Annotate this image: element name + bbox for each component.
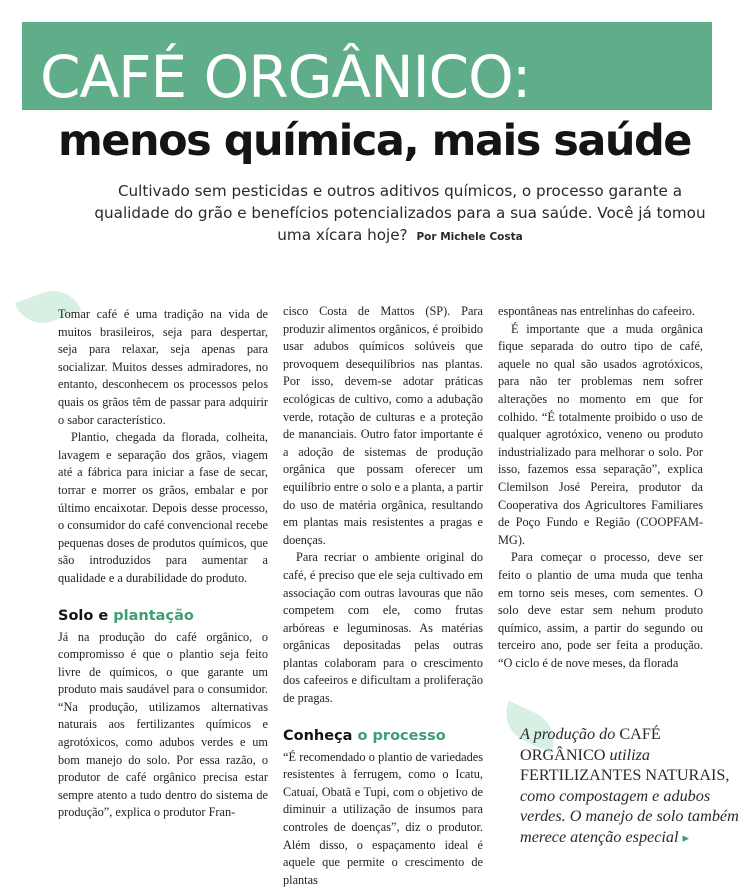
- section-heading-accent: plantação: [113, 607, 194, 624]
- paragraph: Já na produção do café orgânico, o compromisso é que o plantio seja feito livre de químicos, o que garante um produto mais saudável para o consumidor. “Na produção, utilizamos alternativas naturais aos fertilizantes químicos e agrotóxicos, como adubos verdes e um bom manejo do solo. Por essa razão, o produtor de café orgânico precisa estar sempre atento a tudo dentro do sistema de produção”, explica o produtor Fran-: [58, 629, 268, 820]
- paragraph: Plantio, chegada da florada, colheita, lavagem e separação dos grãos, viagem até a fábrica para iniciar a fase de secar, torrar e morrer os grãos, embalar e por último encaixotar. Depois desse processo, o consumidor do café convencional recebe pequenas doses de produtos químicos, que são introduzidos para aumentar a qualidade e a durabilidade do produto.: [58, 430, 268, 585]
- deck-text: Cultivado sem pesticidas e outros aditivos químicos, o processo garante a qualidade do grão e benefícios potencializados para a sua saúde. Você já tomou uma xícara hoje?: [94, 182, 706, 244]
- byline: Por Michele Costa: [416, 231, 523, 243]
- pull-quote-text: como compostagem e adubos verdes. O manejo de solo também merece atenção especial: [520, 786, 739, 846]
- pull-quote: [520, 724, 740, 848]
- arrow-right-icon: ▸: [682, 829, 690, 845]
- article-column-3: [498, 303, 703, 672]
- pull-quote-text: A produção do: [520, 725, 616, 743]
- paragraph: Tomar café é uma tradição na vida de muitos brasileiros, seja para despertar, seja para relaxar, seja apenas para socializar. Muitos desses admiradores, no entanto, desconhecem os processos pelos quais os grãos têm de passar para adquirir o sabor característico.: [58, 307, 268, 427]
- article-column-2: [283, 303, 483, 889]
- section-heading-accent: o processo: [357, 727, 446, 744]
- pull-quote-emphasis: FERTILIZANTES NATURAIS,: [520, 766, 730, 784]
- pull-quote-emphasis: CAFÉ ORGÂNICO: [520, 725, 661, 764]
- headline: CAFÉ ORGÂNICO:: [40, 43, 531, 111]
- paragraph: Para começar o processo, deve ser feito o plantio de uma muda que tenha em torno seis meses, com sementes. O solo deve estar sem nehum produto químico, assim, a partir do segundo ou terceiro ano, pode ser feita a produção. “O ciclo é de nove meses, da florada: [498, 550, 703, 670]
- section-heading-processo: [283, 726, 483, 746]
- paragraph: cisco Costa de Mattos (SP). Para produzir alimentos orgânicos, é proibido usar adubos químicos solúveis que provoquem desequilíbrios nas plantas. Por isso, devem-se adotar práticas ecológicas de cultivo, como a adubação verde, rotação de culturas e a proteção de mananciais. Outro fator importante é a adoção de sistemas de produção orgânica que possam oferecer um equilíbrio entre o solo e a planta, a partir do uso de matéria orgânica, resultando em plantas mais resistentes a pragas e doenças.: [283, 304, 483, 547]
- paragraph: Para recriar o ambiente original do café, é preciso que ele seja cultivado em associação com outras lavouras que não competem com ele, como frutas arbóreas e leguminosas. As matérias orgânicas depositadas pelas outras plantas colaboram para o crescimento dos cafeeiros e dificultam a proliferação de pragas.: [283, 550, 483, 706]
- subheadline: menos química, mais saúde: [58, 116, 691, 166]
- article-column-1: [58, 306, 268, 822]
- pull-quote-text: utiliza: [609, 745, 650, 764]
- section-heading-plain: Conheça: [283, 727, 353, 744]
- section-heading-solo: [58, 606, 268, 626]
- article-deck: [80, 180, 720, 248]
- section-heading-plain: Solo e: [58, 607, 109, 624]
- paragraph: É importante que a muda orgânica fique separada do outro tipo de café, aquele no qual são usados agrotóxicos, para não ter problemas nem sofrer alterações no momento em que for colhido. “É totalmente proibido o uso de qualquer agrotóxico, veneno ou produto industrializado para melhorar o solo. Por isso, fazemos essa separação”, explica Clemilson José Pereira, produtor da Cooperativa dos Agricultores Familiares de Poço Fundo e Região (COOPFAM-MG).: [498, 321, 703, 547]
- paragraph: “É recomendado o plantio de variedades resistentes à ferrugem, como o Icatu, Catuaí, Obatã e Tupi, com o objetivo de diminuir a utilização de insumos para controles de doenças”, diz o produtor. Além disso, o espaçamento ideal é aquele que permite o crescimento de plantas: [283, 749, 483, 887]
- paragraph: espontâneas nas entrelinhas do cafeeiro.: [498, 304, 696, 318]
